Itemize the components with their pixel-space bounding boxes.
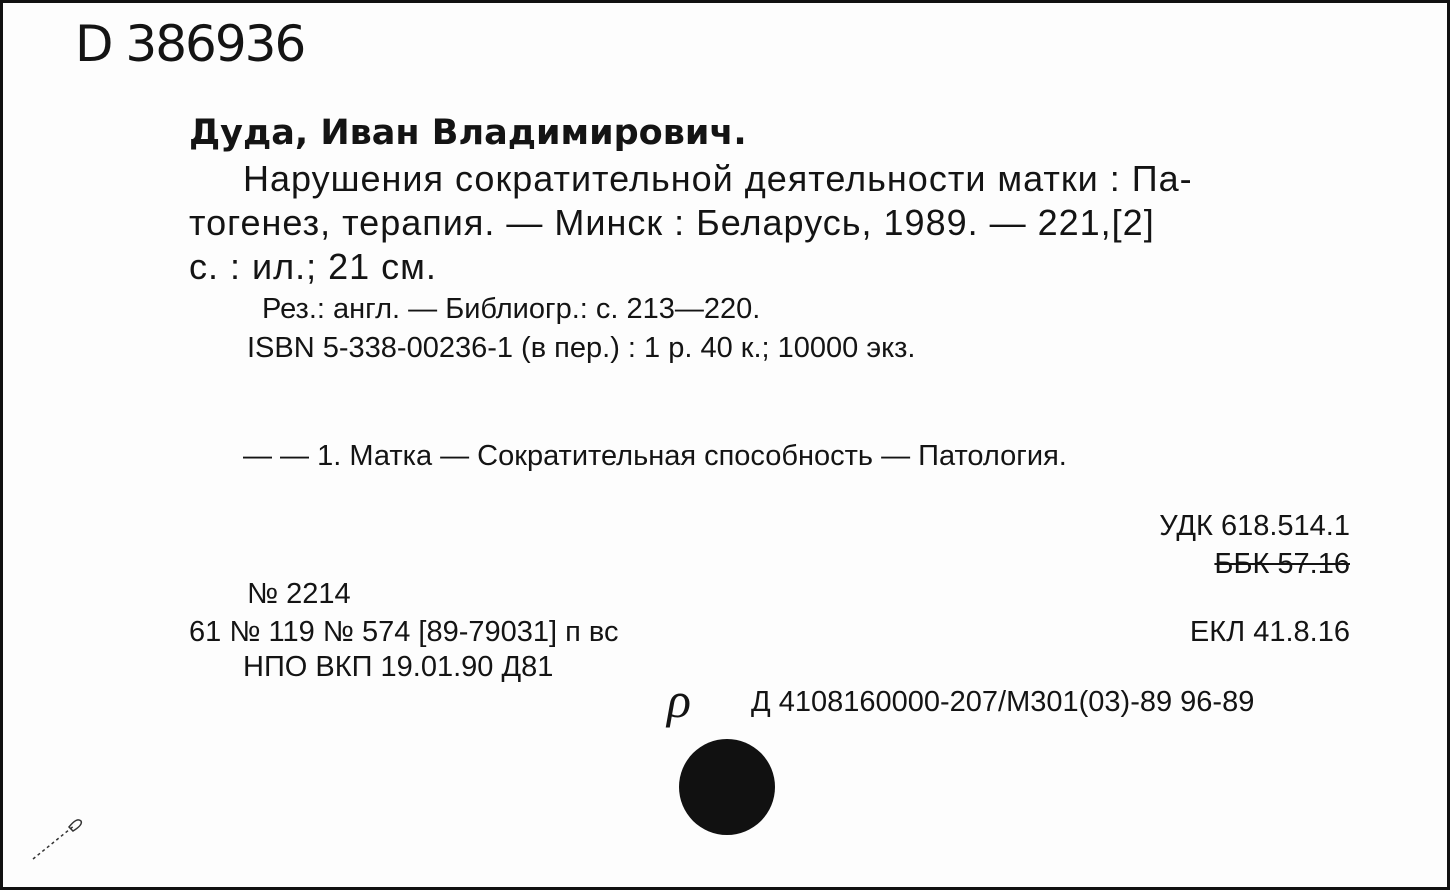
punch-hole — [679, 739, 775, 835]
notes-resume: Рез.: англ. — Библиогр.: с. 213—220. — [262, 293, 761, 325]
udk-code: УДК 618.514.1 — [1159, 510, 1350, 542]
npo-line: НПО ВКП 19.01.90 Д81 — [243, 651, 554, 683]
title-line-3: с. : ил.; 21 см. — [189, 246, 437, 287]
author-heading: Дуда, Иван Владимирович. — [189, 113, 747, 153]
handwritten-mark: ρ — [667, 672, 691, 728]
bbk-code: ББК 57.16 — [1214, 548, 1350, 580]
title-line-1: Нарушения сократительной деятельности матки : Па- — [243, 158, 1193, 199]
card-number: № 2214 — [247, 578, 351, 610]
ekl-code: ЕКЛ 41.8.16 — [1189, 616, 1350, 648]
call-number: D 386936 — [75, 15, 305, 73]
order-line: 61 № 119 № 574 [89-79031] п вс — [189, 616, 619, 648]
publication-code: Д 4108160000-207/М301(03)-89 96-89 — [751, 686, 1255, 718]
notes-isbn: ISBN 5-338-00236-1 (в пер.) : 1 р. 40 к.; 10000 экз. — [247, 332, 916, 364]
subject-heading: — — 1. Матка — Сократительная способность — Патология. — [243, 440, 1067, 472]
pencil-scribble-icon — [29, 815, 89, 863]
title-line-2: тогенез, терапия. — Минск : Беларусь, 1989. — 221,[2] — [189, 202, 1155, 243]
